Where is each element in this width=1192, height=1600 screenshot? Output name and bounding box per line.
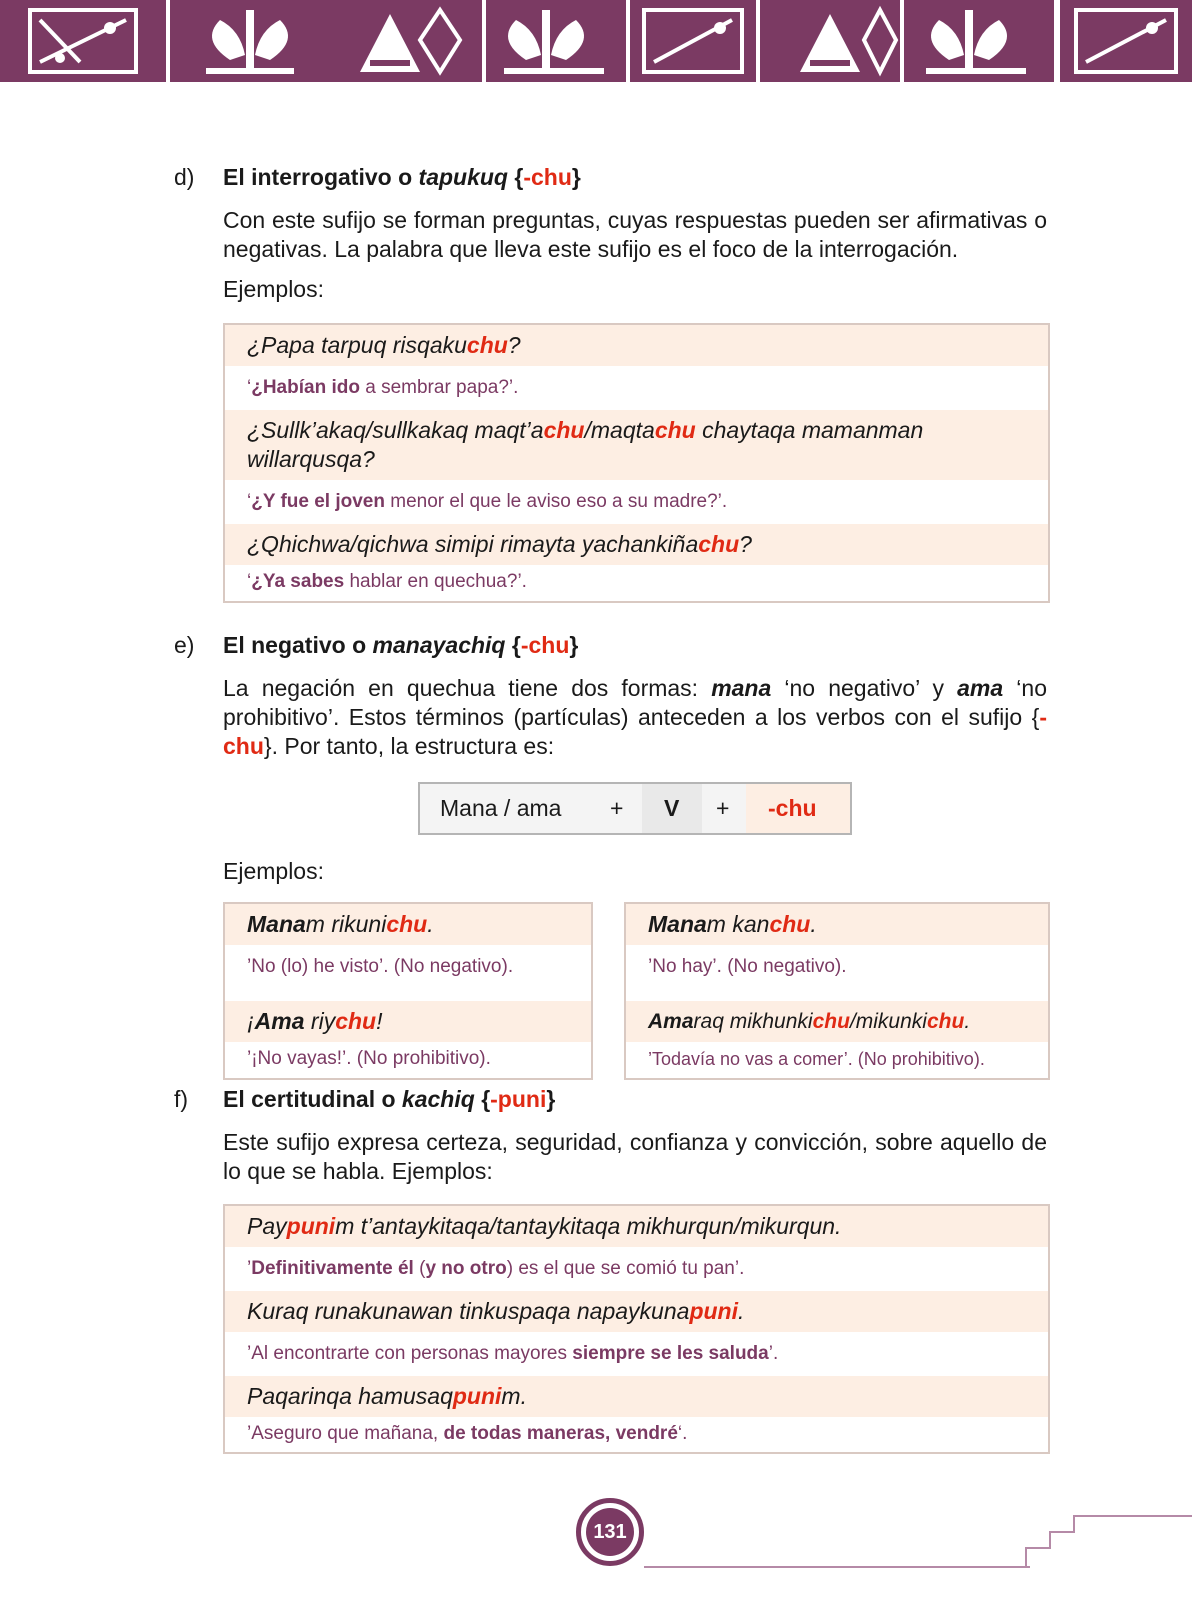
suffix: -puni [490, 1086, 547, 1112]
example-quechua [225, 325, 1048, 366]
t-text: hablar en quechua?’. [344, 571, 527, 592]
t-bold: Definitivamente él [251, 1258, 414, 1279]
section-title [223, 632, 578, 659]
t-bold: ¿Ya sabes [251, 571, 345, 592]
section-letter: e) [174, 632, 195, 658]
title-term: manayachiq [372, 632, 506, 658]
q-bold: Ama [648, 1010, 694, 1033]
brace: } [546, 1086, 556, 1112]
q-suffix: puni [286, 1213, 336, 1239]
desc-text: La negación en quechua tiene dos formas: [223, 675, 712, 701]
pattern-tile [1060, 0, 1192, 82]
bird-pattern-tile [904, 0, 1054, 82]
title-term: tapukuq [418, 164, 508, 190]
t-text: ’Aseguro que mañana, [247, 1423, 444, 1444]
q-text: Kuraq runakunawan tinkuspaqa napaykuna [247, 1298, 690, 1324]
q-suffix: chu [769, 911, 811, 937]
section-description [223, 674, 1047, 761]
section-title [223, 1086, 555, 1113]
example-translation [225, 1417, 1048, 1450]
q-suffix: puni [689, 1298, 738, 1324]
brace: { [481, 1086, 491, 1112]
example-quechua [225, 410, 1048, 480]
t-text: ’Al encontrarte con personas mayores [247, 1343, 573, 1364]
example-quechua [225, 524, 1048, 565]
structure-plus: + [610, 795, 624, 821]
section-description: Este sufijo expresa certeza, seguridad, confianza y convicción, sobre aquello de lo que se habla. Ejemplos: [223, 1129, 1047, 1184]
q-suffix: chu [335, 1008, 377, 1034]
page-number-badge [576, 1498, 644, 1566]
q-text: ? [507, 332, 521, 358]
t-bold: y no otro [425, 1258, 507, 1279]
brace: } [571, 164, 581, 190]
t-text: ’. [768, 1343, 779, 1364]
title-term: kachiq [401, 1086, 475, 1112]
title-text: El interrogativo o [223, 164, 419, 190]
bird-pattern-tile [170, 0, 482, 82]
q-suffix: chu [812, 1010, 850, 1033]
t-text: ‘ [247, 491, 252, 512]
q-suffix: puni [452, 1383, 502, 1409]
section-letter: d) [174, 164, 195, 190]
desc-term: ama [957, 675, 1004, 701]
bird-pattern-tile [486, 0, 626, 82]
structure-part: Mana / ama [440, 795, 562, 821]
example-translation [225, 480, 1048, 524]
q-bold: Mana [648, 911, 707, 937]
q-suffix: chu [654, 417, 696, 443]
example-translation: ’Todavía no vas a comer’. (No prohibitivo). [626, 1042, 1048, 1076]
header-banner [0, 0, 1192, 82]
q-text: . [427, 911, 434, 937]
section-title [223, 164, 581, 191]
q-text: Pay [247, 1213, 287, 1239]
pattern-tile [760, 0, 900, 82]
examples-label: Ejemplos: [223, 276, 324, 302]
section-letter: f) [174, 1086, 189, 1112]
q-text: m t’antaykitaqa/tantaykitaqa mikhurqun/mikurqun. [335, 1213, 842, 1239]
desc-text: ‘no negativo’ y [771, 675, 958, 701]
q-suffix: chu [926, 1010, 965, 1033]
example-quechua [225, 1376, 1048, 1417]
q-text: /mikunki [849, 1010, 927, 1033]
q-text: riy [304, 1008, 336, 1034]
q-suffix: chu [386, 911, 428, 937]
examples-box-f [223, 1204, 1050, 1454]
example-quechua [626, 1001, 1048, 1042]
t-bold: ¿Y fue el joven [251, 491, 385, 512]
example-translation [225, 1247, 1048, 1291]
q-text: . [964, 1010, 971, 1033]
structure-part: V [664, 795, 680, 821]
q-text: . [810, 911, 817, 937]
t-bold: siempre se les saluda [572, 1343, 769, 1364]
example-translation [225, 366, 1048, 410]
q-text: ¿Sullk’akaq/sullkakaq maqt’a [247, 417, 544, 443]
example-quechua [225, 1206, 1048, 1247]
examples-box-e-right [624, 902, 1050, 1080]
q-text: ¡ [247, 1008, 255, 1034]
t-text: ‘ [247, 377, 252, 398]
pattern-tile [0, 0, 166, 82]
examples-box-d [223, 323, 1050, 603]
section-description: Con este sufijo se forman preguntas, cuyas respuestas pueden ser afirmativas o negativas. La palabra que lleva este sufijo es el foco de la interrogación. [223, 207, 1047, 262]
brace: { [511, 632, 521, 658]
q-text: . [737, 1298, 745, 1324]
q-text: m kan [706, 911, 770, 937]
structure-formula [418, 782, 852, 835]
t-text: a sembrar papa?’. [359, 377, 519, 398]
t-bold: de todas maneras, vendré [443, 1423, 678, 1444]
q-text: ¿Qhichwa/qichwa simipi rimayta yachankiña [247, 531, 699, 557]
example-quechua [225, 1291, 1048, 1332]
t-text: menor el que le aviso eso a su madre?’. [384, 491, 728, 512]
example-quechua [225, 1001, 591, 1042]
q-text: m riku [305, 911, 369, 937]
example-translation: ’¡No vayas!’. (No prohibitivo). [225, 1042, 591, 1076]
t-bold: ¿Habían ido [251, 377, 360, 398]
t-text: ( [413, 1258, 426, 1279]
examples-box-e-left [223, 902, 593, 1080]
title-text: El negativo o [223, 632, 373, 658]
page-number: 131 [586, 1508, 634, 1556]
t-text: ’ [247, 1258, 252, 1279]
q-text: chaytaqa mamanman willarqusqa? [247, 417, 924, 472]
example-translation [225, 1332, 1048, 1376]
brace: } [569, 632, 579, 658]
examples-label: Ejemplos: [223, 858, 324, 884]
q-suffix: chu [466, 332, 508, 358]
example-quechua [626, 904, 1048, 945]
suffix: -chu [520, 632, 570, 658]
q-text: /maqta [584, 417, 655, 443]
structure-plus: + [716, 795, 730, 821]
example-translation: ’No hay’. (No negativo). [626, 945, 1048, 1001]
structure-part: -chu [768, 795, 817, 821]
q-bold: Ama [254, 1008, 305, 1034]
t-text: ) es el que se comió tu pan’. [506, 1258, 745, 1279]
suffix: -chu [523, 164, 572, 190]
brace: { [514, 164, 524, 190]
q-text: ni [368, 911, 387, 937]
footer-steps [1020, 1508, 1192, 1570]
desc-text: ‘no prohibitivo’. Estos términos (partículas) anteceden a los verbos con el sufijo { [223, 675, 1047, 730]
q-text: raq mikhunki [693, 1010, 813, 1033]
desc-term: mana [711, 675, 772, 701]
desc-text: }. Por tanto, la estructura es: [263, 733, 555, 759]
q-text: ¿Papa tarpuq risqaku [247, 332, 467, 358]
q-bold: Mana [247, 911, 306, 937]
q-text: ! [376, 1008, 383, 1034]
q-text: m. [501, 1383, 527, 1409]
footer-line [644, 1566, 1030, 1568]
t-text: ‘ [247, 571, 252, 592]
title-text: El certitudinal o [223, 1086, 402, 1112]
example-translation: ’No (lo) he visto’. (No negativo). [225, 945, 591, 1001]
q-suffix: chu [543, 417, 585, 443]
example-translation [225, 565, 1048, 599]
q-text: Paqarinqa hamusaq [247, 1383, 453, 1409]
pattern-tile [630, 0, 756, 82]
example-quechua [225, 904, 591, 945]
desc-suffix: -chu [223, 704, 1047, 759]
q-suffix: chu [698, 531, 740, 557]
t-text: ‘. [677, 1423, 688, 1444]
q-text: ? [739, 531, 752, 557]
